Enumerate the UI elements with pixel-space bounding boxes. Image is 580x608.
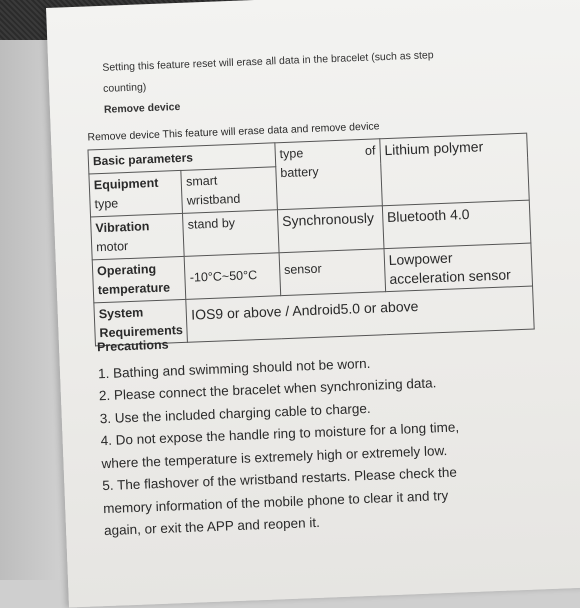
reset-description-line-1: Setting this feature reset will erase all data in the bracelet (such as step (102, 49, 434, 74)
table-header: Basic parameters (88, 143, 276, 174)
list-item: 1. Bathing and swimming should not be worn. (97, 355, 371, 381)
manual-page (46, 0, 580, 608)
table-cell: Bluetooth 4.0 (382, 200, 531, 249)
table-cell: Synchronously (277, 206, 383, 253)
table-cell: -10°C~50°C (184, 253, 280, 300)
list-item: 3. Use the included charging cable to charge. (99, 400, 371, 426)
table-cell: System Requirements (94, 299, 188, 346)
table-cell: Lowpower acceleration sensor (384, 243, 533, 292)
table-cell: Equipment type (89, 170, 183, 217)
table-cell: stand by (183, 210, 279, 257)
table-cell: Lithium polymer (379, 133, 529, 206)
table-cell: Operating temperature (92, 256, 186, 303)
intro-section (102, 42, 524, 121)
remove-device-description: Remove device This feature will erase data and remove device (87, 120, 380, 144)
list-item: 5. The flashover of the wristband restarts. Please check the memory information of the mobile phone to clear it and try again, or exit the APP and reopen it. (102, 464, 458, 539)
basic-parameters-table (87, 112, 535, 347)
table-cell: type of battery (275, 139, 382, 210)
precautions-heading: Precautions (96, 337, 169, 355)
table-cell: smart wristband (181, 167, 277, 214)
table-cell: sensor (279, 249, 385, 296)
precautions-section (97, 321, 505, 543)
remove-device-heading: Remove device (103, 100, 181, 116)
table-cell: IOS9 or above / Android5.0 or above (186, 286, 534, 342)
list-item: 4. Do not expose the handle ring to moisture for a long time, where the temperature is extremely high or extremely low. (100, 419, 460, 471)
reset-description-line-2: counting) (102, 81, 147, 95)
table-cell: Vibration motor (91, 213, 185, 260)
list-item: 2. Please connect the bracelet when synchronizing data. (98, 375, 437, 404)
